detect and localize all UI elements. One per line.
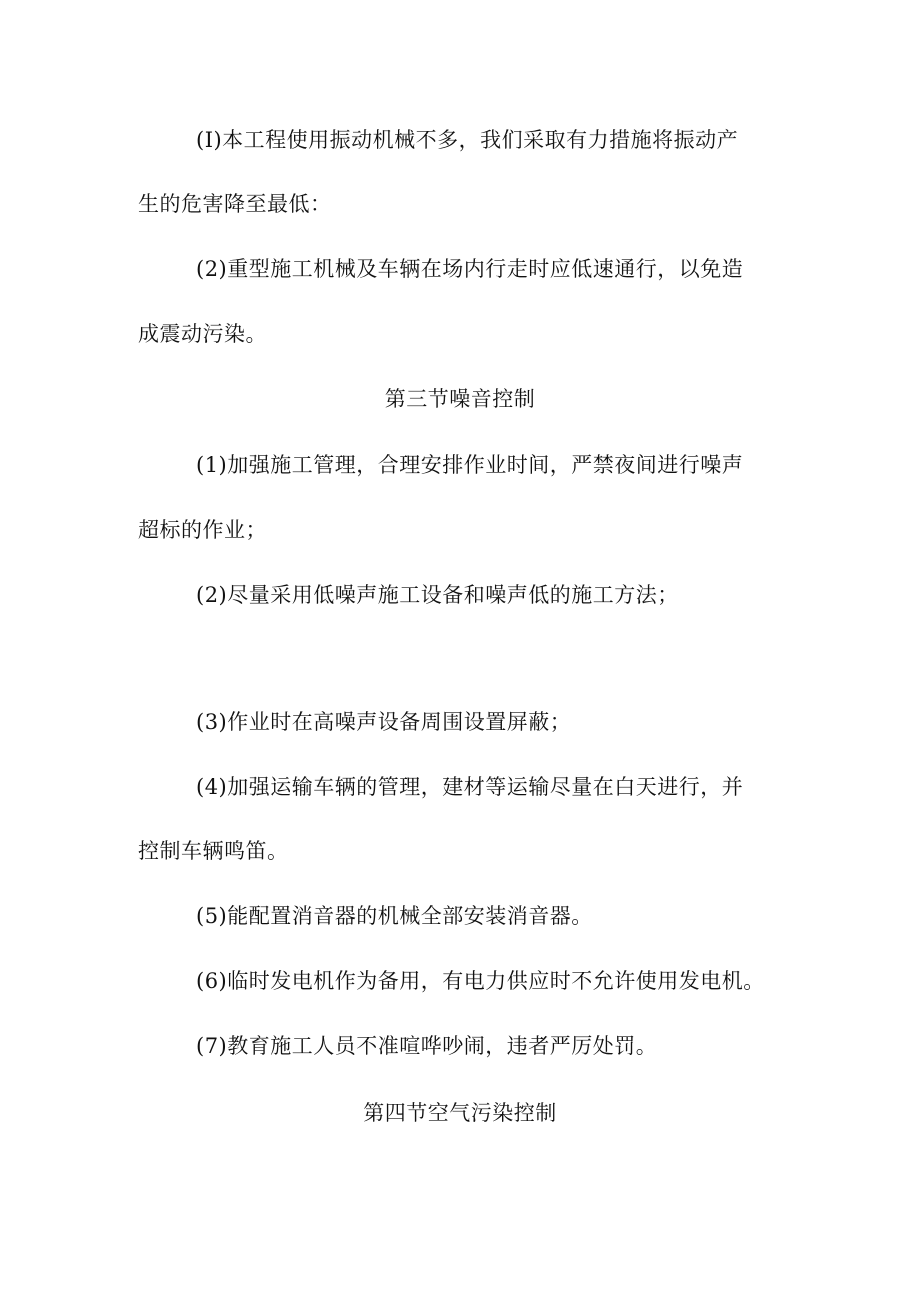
vibration-item-2-line-1: (2)重型施工机械及车辆在场内行走时应低速通行，以免造 [196, 257, 744, 281]
section-heading-noise: 第三节噪音控制 [384, 387, 536, 411]
noise-item-6: (6)临时发电机作为备用，有电力供应时不允许使用发电机。 [196, 969, 765, 993]
vibration-item-1-line-2: 生的危害降至最低： [138, 192, 332, 216]
noise-item-7: (7)教育施工人员不准喧哗吵闹，违者严厉处罚。 [196, 1034, 658, 1058]
noise-item-1-line-1: (1)加强施工管理，合理安排作业时间，严禁夜间进行噪声 [196, 453, 744, 477]
section-heading-air: 第四节空气污染控制 [363, 1101, 557, 1125]
noise-item-4-line-1: (4)加强运输车辆的管理，建材等运输尽量在白天进行，并 [196, 775, 744, 799]
noise-item-4-line-2: 控制车辆鸣笛。 [138, 839, 289, 863]
noise-item-1-line-2: 超标的作业； [138, 518, 267, 542]
vibration-item-2-line-2: 成震动污染。 [138, 322, 267, 346]
noise-item-5: (5)能配置消音器的机械全部安装消音器。 [196, 904, 593, 928]
noise-item-2: (2)尽量采用低噪声施工设备和噪声低的施工方法； [196, 583, 679, 607]
vibration-item-1-line-1: (I)本工程使用振动机械不多，我们采取有力措施将振动产 [196, 128, 739, 152]
noise-item-3: (3)作业时在高噪声设备周围设置屏蔽； [196, 710, 572, 734]
